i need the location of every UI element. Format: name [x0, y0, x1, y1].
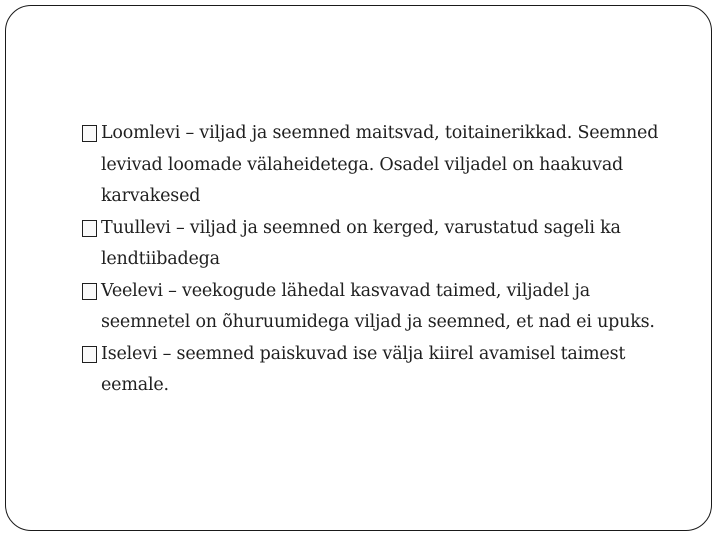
bullet-item-iselevi	[82, 339, 682, 402]
bullet-item-loomlevi	[82, 118, 682, 213]
missing-glyph-bullet-icon	[82, 125, 97, 142]
bullet-text: Iselevi – seemned paiskuvad ise välja kiirel avamisel taimest eemale.	[101, 343, 626, 395]
missing-glyph-bullet-icon	[82, 220, 97, 237]
bullet-text: Loomlevi – viljad ja seemned maitsvad, toitainerikkad. Seemned levivad loomade välaheidetega. Osadel viljadel on haakuvad karvakesed	[101, 123, 659, 206]
missing-glyph-bullet-icon	[82, 346, 97, 363]
bullet-item-tuullevi	[82, 213, 682, 276]
bullet-text: Tuullevi – viljad ja seemned on kerged, varustatud sageli ka lendtiibadega	[101, 217, 621, 269]
bullet-list	[82, 118, 682, 402]
bullet-item-veelevi	[82, 276, 682, 339]
bullet-text: Veelevi – veekogude lähedal kasvavad taimed, viljadel ja seemnetel on õhuruumidega viljad ja seemned, et nad ei upuks.	[101, 280, 655, 332]
missing-glyph-bullet-icon	[82, 283, 97, 300]
